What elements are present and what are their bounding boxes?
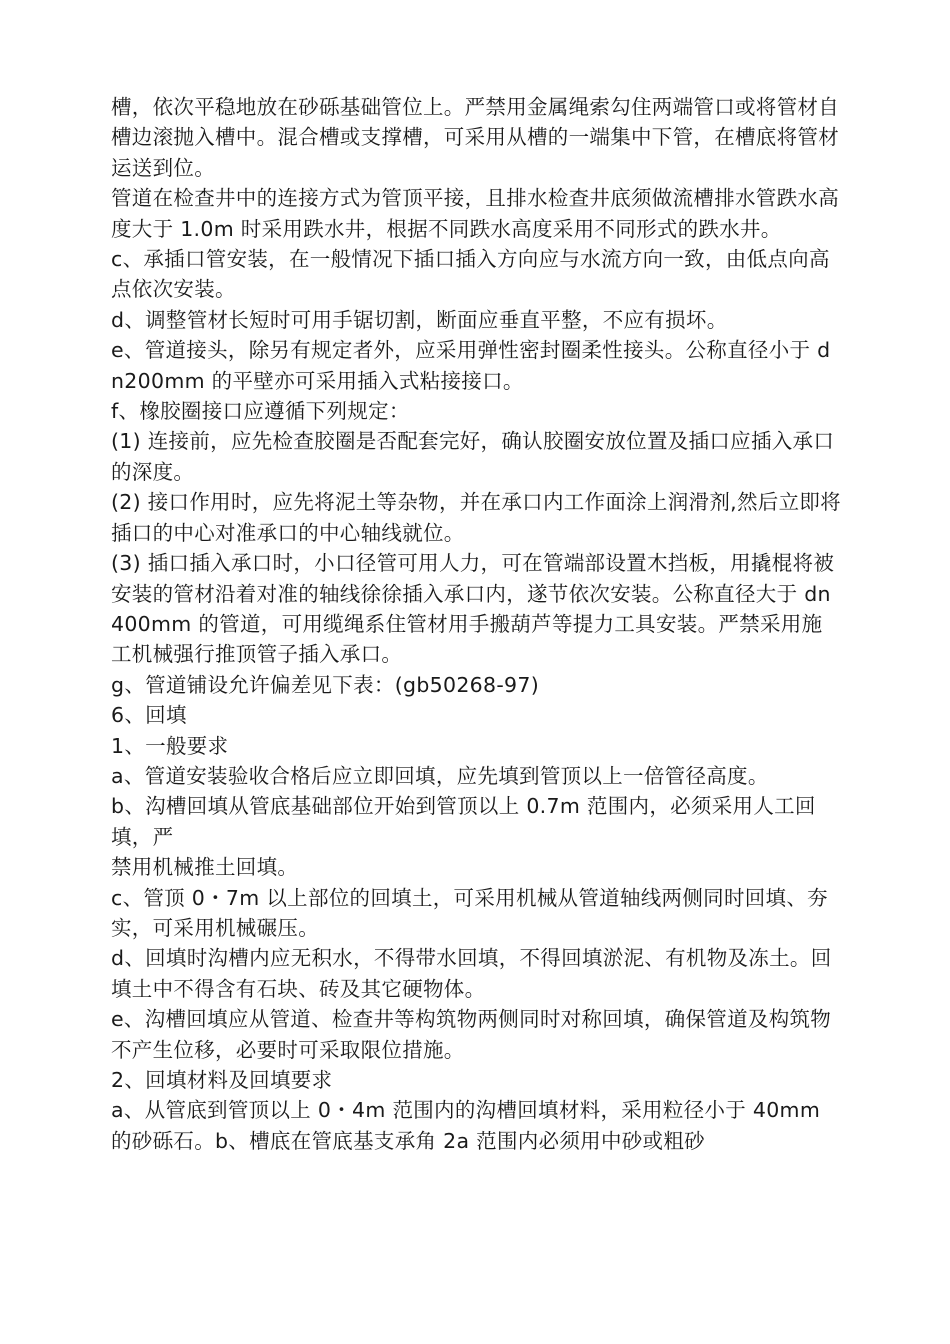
paragraph: a、管道安装验收合格后应立即回填，应先填到管顶以上一倍管径高度。 [111, 763, 769, 788]
paragraph: (2) 接口作用时，应先将泥土等杂物，并在承口内工作面涂上润滑剂,然后立即将插口的中心对准承口的中心轴线就位。 [111, 490, 841, 545]
section-heading: 6、回填 [111, 703, 187, 728]
paragraph: f、橡胶圈接口应遵循下列规定： [111, 399, 410, 424]
paragraph: 管道在检查井中的连接方式为管顶平接，且排水检查井底须做流槽排水管跌水高度大于 1.0m 时采用跌水井，根据不同跌水高度采用不同形式的跌水井。 [111, 186, 839, 241]
paragraph: c、管顶 0・7m 以上部位的回填土，可采用机械从管道轴线两侧同时回填、夯实，可采用机械碾压。 [111, 885, 828, 940]
paragraph: d、调整管材长短时可用手锯切割，断面应垂直平整，不应有损坏。 [111, 307, 728, 332]
paragraph: 槽，依次平稳地放在砂砾基础管位上。严禁用金属绳索勾住两端管口或将管材自槽边滚抛入槽中。混合槽或支撑槽，可采用从槽的一端集中下管，在槽底将管材运送到位。 [111, 95, 839, 180]
body-text [111, 92, 841, 1156]
paragraph: g、管道铺设允许偏差见下表：(gb50268-97) [111, 672, 540, 697]
paragraph: (1) 连接前，应先检查胶圈是否配套完好，确认胶圈安放位置及插口应插入承口的深度。 [111, 429, 835, 484]
paragraph: (3) 插口插入承口时，小口径管可用人力，可在管端部设置木挡板，用撬棍将被安装的管材沿着对准的轴线徐徐插入承口内，遂节依次安装。公称直径大于 dn400mm 的管道，可用缆绳系住管材用手搬葫芦等提力工具安装。严禁采用施工机械强行推顶管子插入承口。 [111, 551, 835, 667]
paragraph: e、沟槽回填应从管道、检查井等构筑物两侧同时对称回填，确保管道及构筑物不产生位移，必要时可采取限位措施。 [111, 1007, 832, 1062]
paragraph: b、沟槽回填从管底基础部位开始到管顶以上 0.7m 范围内，必须采用人工回填，严 [111, 794, 816, 849]
paragraph: d、回填时沟槽内应无积水，不得带水回填，不得回填淤泥、有机物及冻土。回填土中不得含有石块、砖及其它硬物体。 [111, 946, 832, 1001]
paragraph: e、管道接头，除另有规定者外，应采用弹性密封圈柔性接头。公称直径小于 dn200mm 的平壁亦可采用插入式粘接接口。 [111, 338, 831, 393]
paragraph: c、承插口管安装，在一般情况下插口插入方向应与水流方向一致，由低点向高点依次安装。 [111, 247, 830, 302]
subsection-heading: 1、一般要求 [111, 733, 229, 758]
paragraph: 禁用机械推土回填。 [111, 855, 299, 880]
subsection-heading: 2、回填材料及回填要求 [111, 1068, 333, 1092]
paragraph: a、从管底到管顶以上 0・4m 范围内的沟槽回填材料，采用粒径小于 40mm 的砂砾石。b、槽底在管底基支承角 2a 范围内必须用中砂或粗砂 [111, 1098, 821, 1153]
